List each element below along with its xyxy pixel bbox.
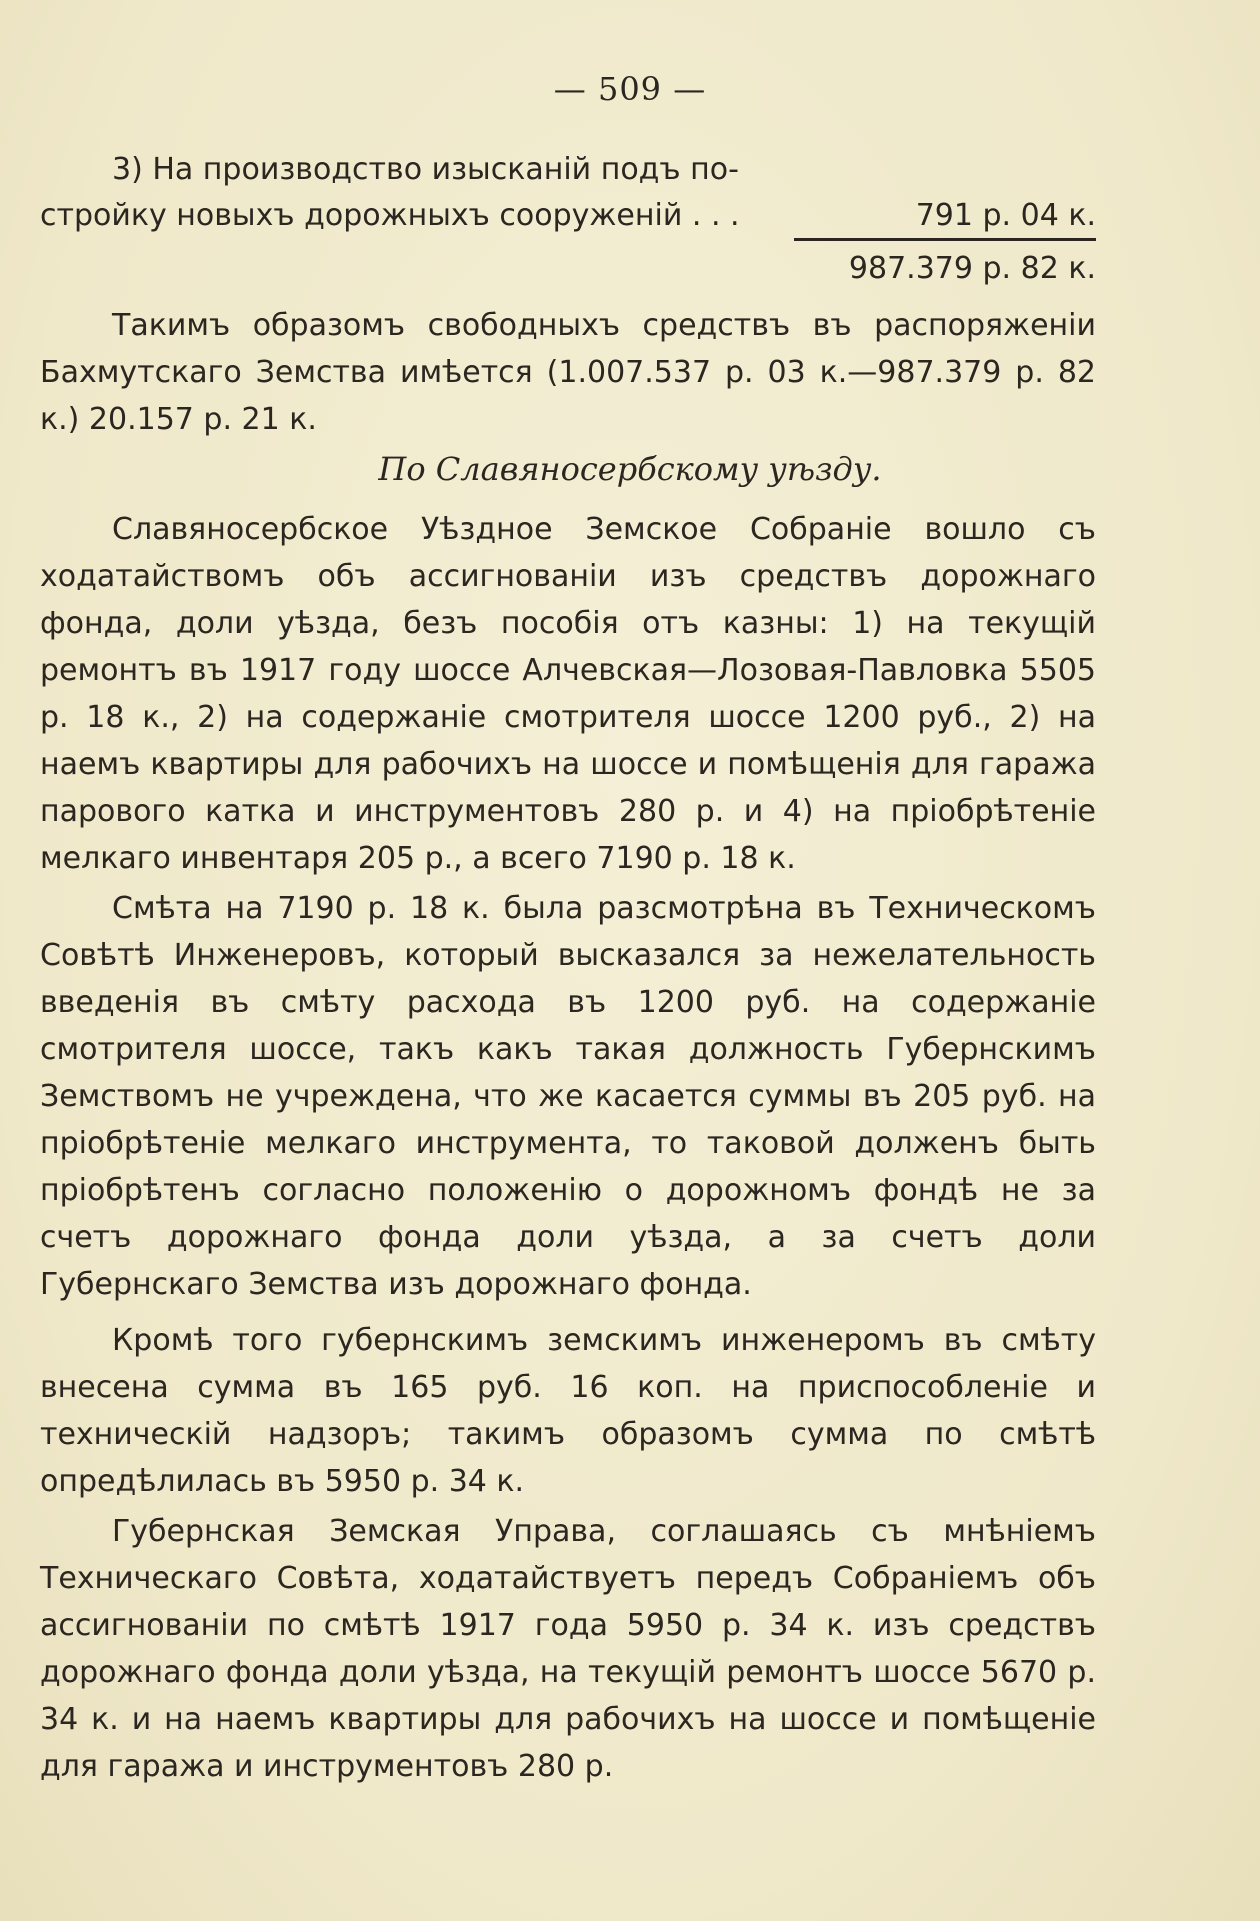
item3-line2-amount: 791 р. 04 к. [915,198,1096,233]
item-total-row [40,245,1096,292]
paragraph-2: Смѣта на 7190 р. 18 к. была разсмотрѣна въ Техническомъ Совѣтѣ Инженеровъ, который высказался за нежелательность введенія въ смѣту расхода въ 1200 руб. на содержаніе смотрителя шоссе, такъ какъ такая должность Губернскимъ Земствомъ не учреждена, что же касается суммы въ 205 руб. на пріобрѣтеніе мелкаго инструмента, то таковой долженъ быть пріобрѣтенъ согласно положенію о дорожномъ фондѣ не за счетъ дорожнаго фонда доли уѣзда, а за счетъ доли Губернскаго Земства изъ дорожнаго фонда. [40,891,1096,1302]
paragraph-3: Кромѣ того губернскимъ земскимъ инженеромъ въ смѣту внесена сумма въ 165 руб. 16 коп. на приспособленіе и техническій надзоръ; такимъ образомъ сумма по смѣтѣ опредѣлилась въ 5950 р. 34 к. [40,1323,1096,1499]
sum-rule [794,238,1096,241]
page-number: — 509 — [553,70,707,108]
paragraph-4: Губернская Земская Управа, соглашаясь съ мнѣніемъ Техническаго Совѣта, ходатайствуетъ передъ Собраніемъ объ ассигнованіи по смѣтѣ 1917 года 5950 р. 34 к. изъ средствъ дорожнаго фонда доли уѣзда, на текущій ремонтъ шоссе 5670 р. 34 к. и на наемъ квартиры для рабочихъ на шоссе и помѣщеніе для гаража и инструментовъ 280 р. [40,1514,1096,1784]
item3-line2 [40,192,1096,239]
paragraph-1: Славяносербское Уѣздное Земское Собраніе вошло съ ходатайствомъ объ ассигнованіи изъ средствъ дорожнаго фонда, доли уѣзда, безъ пособія отъ казны: 1) на текущій ремонтъ въ 1917 году шоссе Алчевская—Лозовая-Павловка 5505 р. 18 к., 2) на содержаніе смотрителя шоссе 1200 руб., 2) на наемъ квартиры для рабочихъ на шоссе и помѣщенія для гаража парового катка и инструментовъ 280 р. и 4) на пріобрѣтеніе мелкаго инвентаря 205 р., а всего 7190 р. 18 к. [40,512,1096,876]
item-total-amount: 987.379 р. 82 к. [848,251,1096,286]
item3-line2-text: стройку новыхъ дорожныхъ сооруженій . . . [40,198,740,233]
section-heading: По Славяносербскому уѣзду. [378,450,882,488]
paragraph-free-funds: Такимъ образомъ свободныхъ средствъ въ распоряженіи Бахмутскаго Земства имѣется (1.007.537 р. 03 к.—987.379 р. 82 к.) 20.157 р. 21 к. [40,308,1096,437]
item3-line1: 3) На производство изысканій подъ по- [112,152,739,187]
